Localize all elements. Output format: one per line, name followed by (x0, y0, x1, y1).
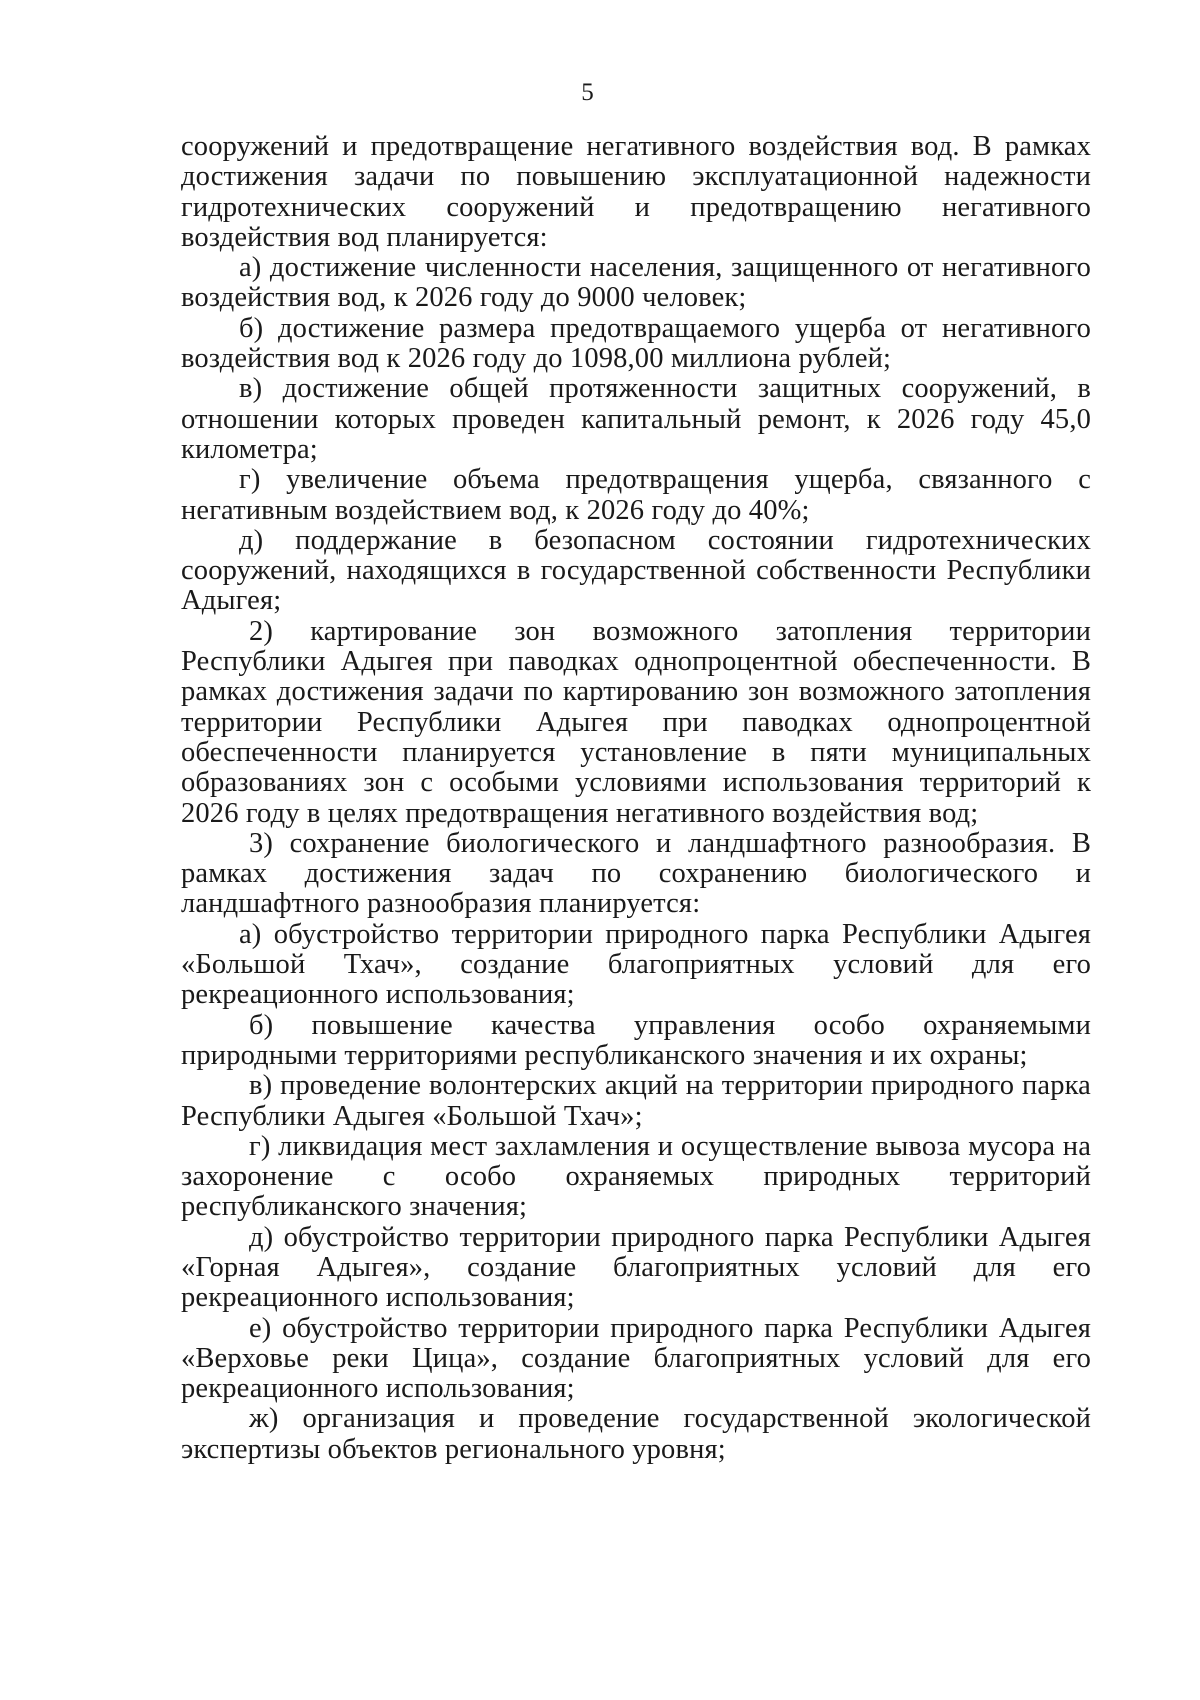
list-item-v-protective-structures: в) достижение общей протяженности защитных сооружений, в отношении которых проведен капитальный ремонт, к 2026 году 45,0 километра; (181, 373, 1091, 465)
list-item-e-verkhovye-tsitsa: е) обустройство территории природного парка Республики Адыгея «Верховье реки Цица», создание благоприятных условий для его рекреационного использования; (181, 1312, 1091, 1405)
paragraph-continuation: сооружений и предотвращение негативного воздействия вод. В рамках достижения задачи по повышению эксплуатационной надежности гидротехнических сооружений и предотвращению негативного воздействия вод планируется: (181, 131, 1091, 253)
list-item-b-protected-areas: б) повышение качества управления особо охраняемыми природными территориями республиканского значения и их охраны; (181, 1009, 1091, 1071)
paragraph-biodiversity: 3) сохранение биологического и ландшафтного разнообразия. В рамках достижения задач по сохранению биологического и ландшафтного разнообразия планируется: (181, 827, 1091, 920)
list-item-d-hydro-structures: д) поддержание в безопасном состоянии гидротехнических сооружений, находящихся в государственной собственности Республики Адыгея; (181, 524, 1091, 617)
paragraph-flood-mapping: 2) картирование зон возможного затопления территории Республики Адыгея при паводках однопроцентной обеспеченности. В рамках достижения задачи по картированию зон возможного затопления территории Республики Адыгея при паводках однопроцентной обеспеченности планируется установление в пяти муниципальных образованиях зон с особыми условиями использования территорий к 2026 году в целях предотвращения негативного воздействия вод; (181, 615, 1091, 829)
page-number: 5 (581, 79, 594, 106)
list-item-a-bolshoy-tkhach: а) обустройство территории природного парка Республики Адыгея «Большой Тхач», создание благоприятных условий для его рекреационного использования; (181, 918, 1091, 1011)
list-item-a-population: а) достижение численности населения, защищенного от негативного воздействия вод, к 2026 году до 9000 человек; (181, 252, 1091, 314)
list-item-d-gornaya-adygeya: д) обустройство территории природного парка Республики Адыгея «Горная Адыгея», создание благоприятных условий для его рекреационного использования; (181, 1221, 1091, 1314)
document-body (181, 132, 1091, 1465)
list-item-zh-ecological-expertise: ж) организация и проведение государственной экологической экспертизы объектов регионального уровня; (181, 1403, 1091, 1465)
list-item-v-volunteer-actions: в) проведение волонтерских акций на территории природного парка Республики Адыгея «Большой Тхач»; (181, 1070, 1091, 1132)
list-item-g-damage-prevention: г) увеличение объема предотвращения ущерба, связанного с негативным воздействием вод, к 2026 году до 40%; (181, 464, 1091, 526)
list-item-b-damage: б) достижение размера предотвращаемого ущерба от негативного воздействия вод к 2026 году до 1098,00 миллиона рублей; (181, 312, 1091, 375)
list-item-g-waste-removal: г) ликвидация мест захламления и осуществление вывоза мусора на захоронение с особо охраняемых природных территорий республиканского значения; (181, 1130, 1091, 1223)
